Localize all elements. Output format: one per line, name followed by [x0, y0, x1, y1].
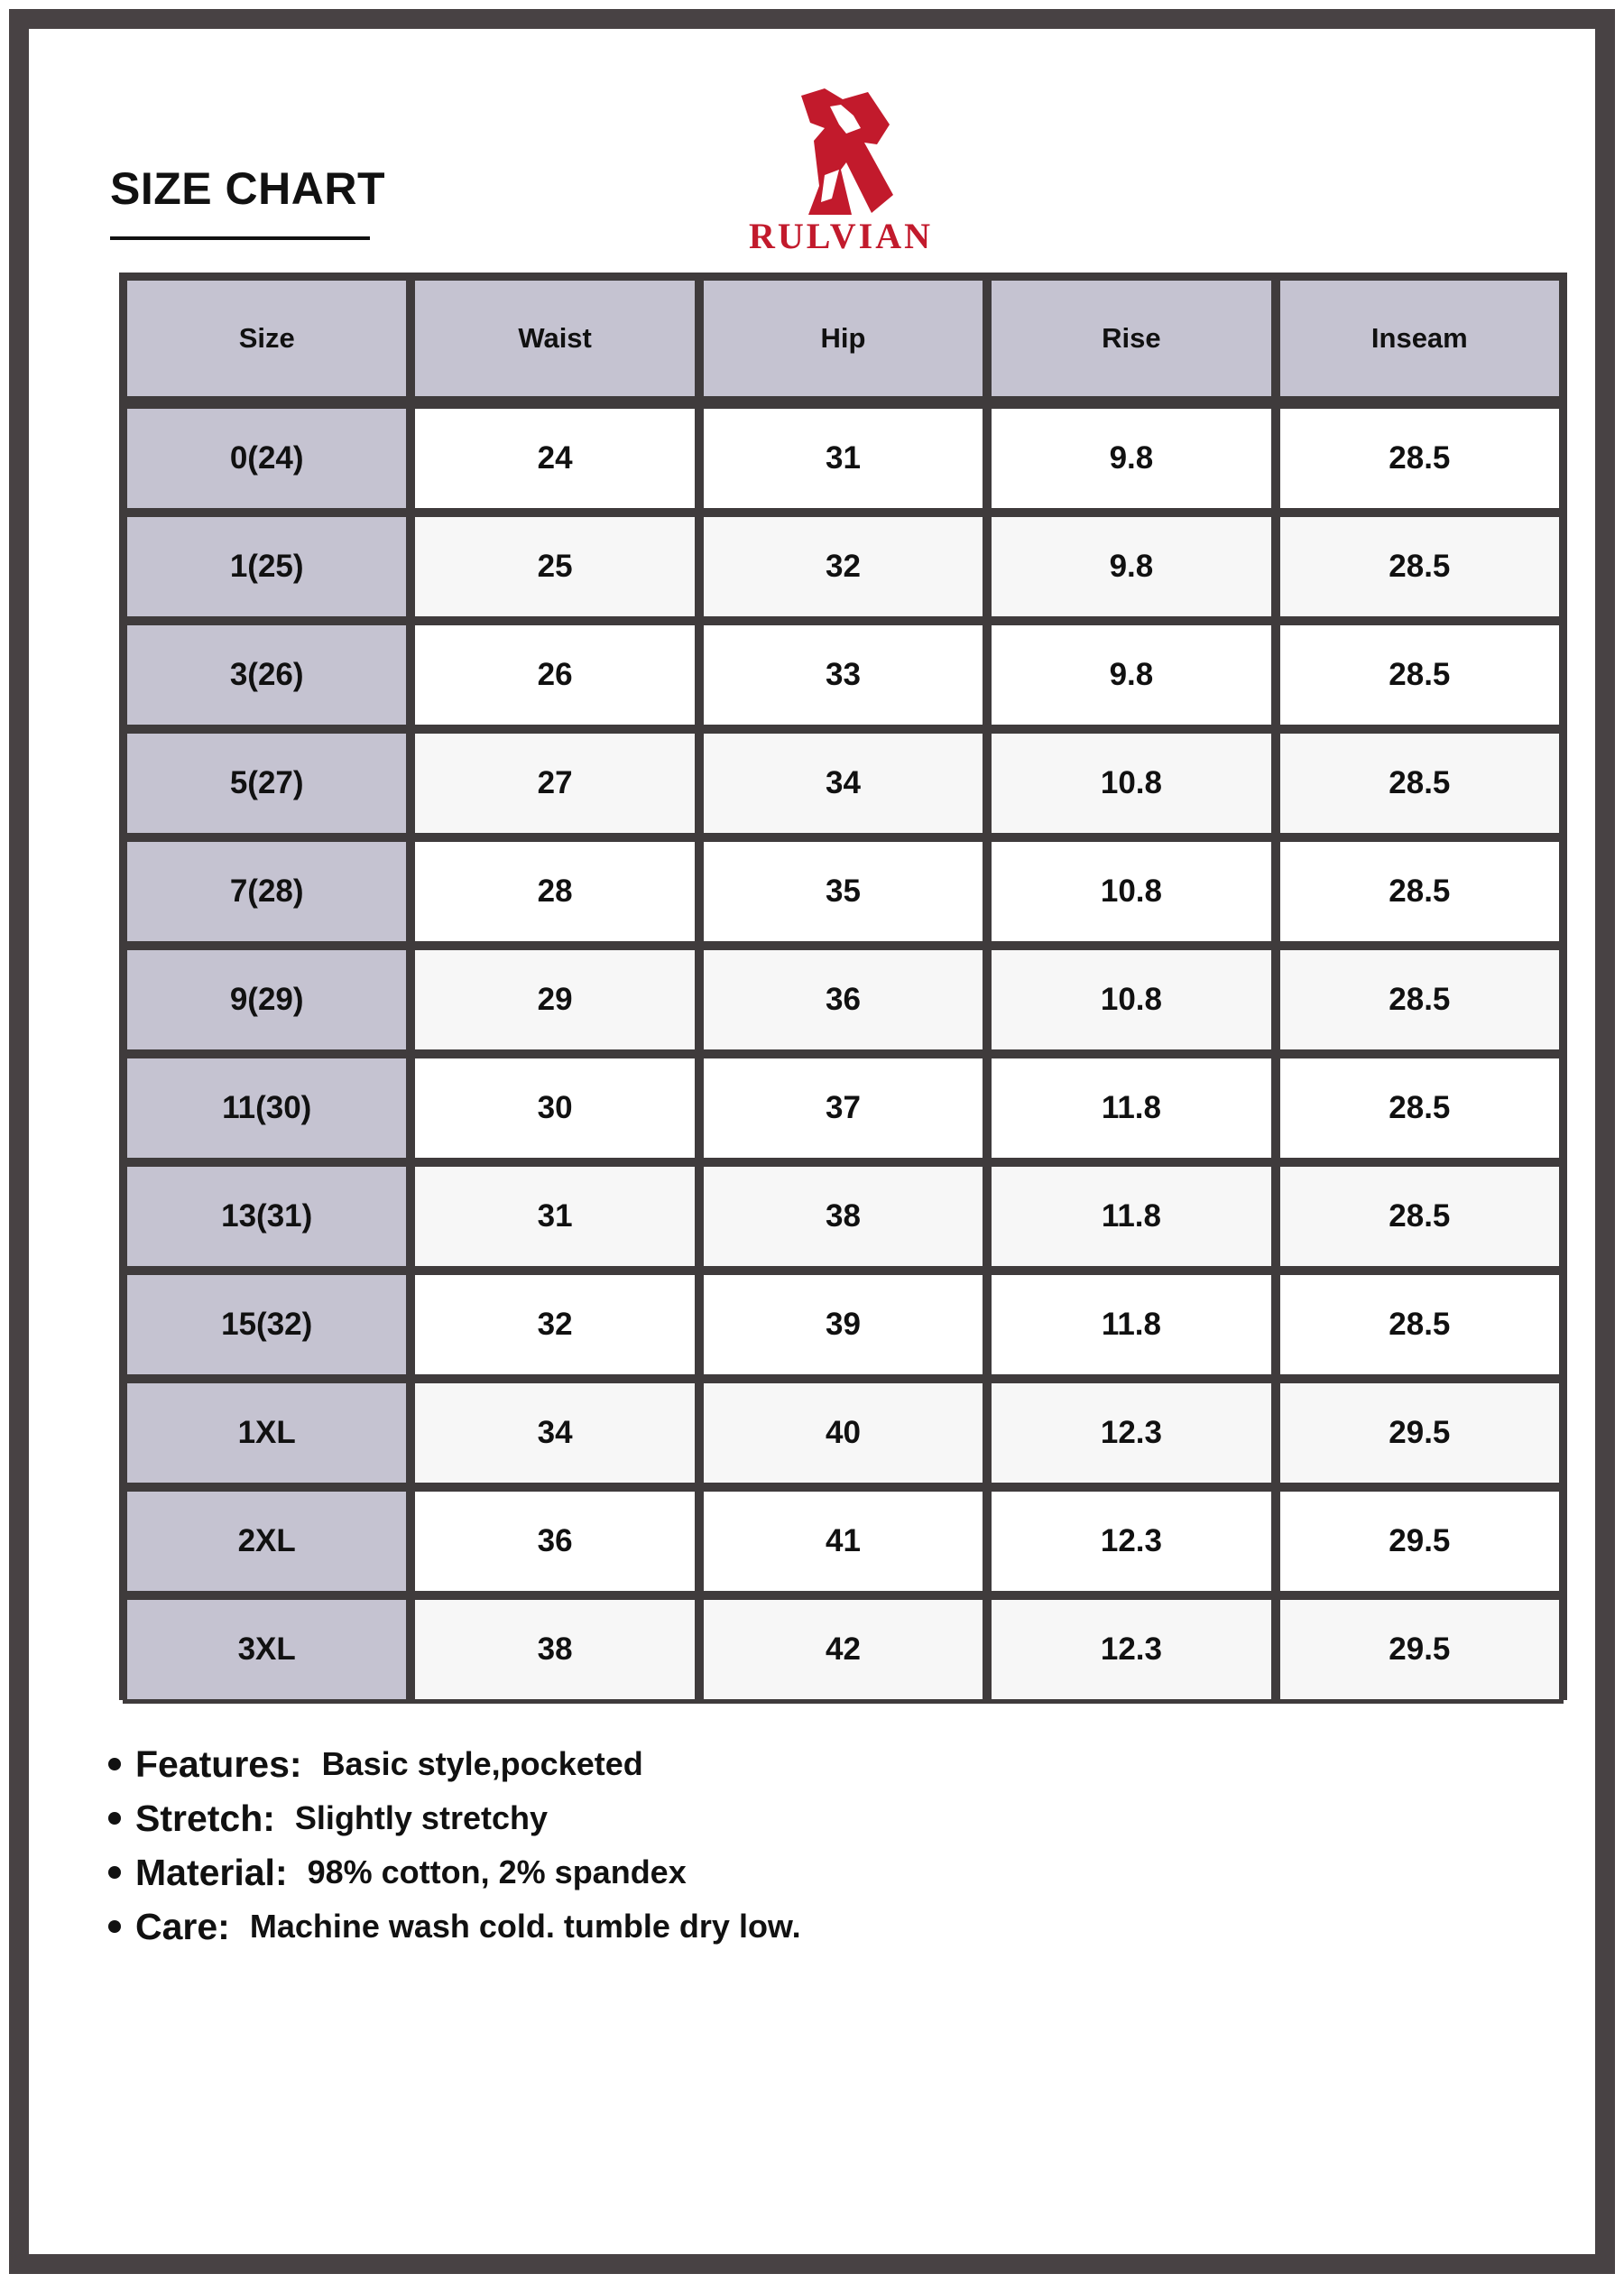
cell-inseam: 28.5 [1276, 1271, 1564, 1379]
column-header-rise: Rise [987, 276, 1275, 401]
rulvian-r-logo-icon [789, 88, 893, 215]
spec-value: Basic style,pocketed [321, 1745, 643, 1782]
cell-hip: 36 [699, 946, 987, 1054]
cell-inseam: 28.5 [1276, 837, 1564, 946]
table-row [123, 404, 1564, 513]
cell-hip: 37 [699, 1054, 987, 1162]
table-row [123, 1595, 1564, 1704]
table-row [123, 1487, 1564, 1595]
cell-waist: 34 [411, 1379, 698, 1487]
table-row [123, 621, 1564, 729]
cell-inseam: 28.5 [1276, 1162, 1564, 1271]
cell-size: 0(24) [123, 404, 411, 513]
cell-size: 1XL [123, 1379, 411, 1487]
spec-label: Stretch: [135, 1797, 275, 1839]
spec-item [108, 1791, 1462, 1845]
column-header-size: Size [123, 276, 411, 401]
cell-waist: 29 [411, 946, 698, 1054]
cell-hip: 38 [699, 1162, 987, 1271]
column-header-waist: Waist [411, 276, 698, 401]
cell-rise: 12.3 [987, 1487, 1275, 1595]
column-header-hip: Hip [699, 276, 987, 401]
cell-waist: 31 [411, 1162, 698, 1271]
cell-rise: 10.8 [987, 729, 1275, 837]
cell-waist: 25 [411, 513, 698, 621]
cell-waist: 27 [411, 729, 698, 837]
cell-rise: 9.8 [987, 513, 1275, 621]
cell-rise: 11.8 [987, 1162, 1275, 1271]
cell-rise: 11.8 [987, 1271, 1275, 1379]
spec-label: Features: [135, 1742, 302, 1785]
size-table [119, 273, 1567, 1700]
spec-item [108, 1845, 1462, 1899]
cell-hip: 39 [699, 1271, 987, 1379]
cell-waist: 28 [411, 837, 698, 946]
cell-waist: 38 [411, 1595, 698, 1704]
table-row [123, 513, 1564, 621]
cell-hip: 32 [699, 513, 987, 621]
table-row [123, 1054, 1564, 1162]
page-title: SIZE CHART [110, 163, 385, 214]
cell-size: 5(27) [123, 729, 411, 837]
product-specs-list [108, 1737, 1462, 1954]
cell-inseam: 28.5 [1276, 946, 1564, 1054]
spec-label: Material: [135, 1851, 288, 1893]
cell-inseam: 28.5 [1276, 513, 1564, 621]
cell-size: 1(25) [123, 513, 411, 621]
cell-inseam: 29.5 [1276, 1487, 1564, 1595]
table-row [123, 1271, 1564, 1379]
cell-inseam: 28.5 [1276, 621, 1564, 729]
cell-hip: 35 [699, 837, 987, 946]
table-row [123, 1379, 1564, 1487]
cell-size: 11(30) [123, 1054, 411, 1162]
cell-inseam: 28.5 [1276, 729, 1564, 837]
brand-logo [736, 88, 946, 256]
cell-size: 15(32) [123, 1271, 411, 1379]
cell-rise: 12.3 [987, 1379, 1275, 1487]
cell-rise: 11.8 [987, 1054, 1275, 1162]
cell-size: 9(29) [123, 946, 411, 1054]
brand-name: RULVIAN [748, 216, 933, 256]
spec-item [108, 1737, 1462, 1791]
cell-hip: 34 [699, 729, 987, 837]
bullet-icon [108, 1866, 121, 1879]
cell-hip: 42 [699, 1595, 987, 1704]
table-row [123, 837, 1564, 946]
cell-rise: 10.8 [987, 946, 1275, 1054]
spec-value: Machine wash cold. tumble dry low. [249, 1908, 801, 1945]
cell-waist: 30 [411, 1054, 698, 1162]
cell-rise: 12.3 [987, 1595, 1275, 1704]
cell-size: 2XL [123, 1487, 411, 1595]
cell-inseam: 28.5 [1276, 404, 1564, 513]
cell-rise: 10.8 [987, 837, 1275, 946]
table-row [123, 946, 1564, 1054]
cell-waist: 36 [411, 1487, 698, 1595]
cell-inseam: 29.5 [1276, 1379, 1564, 1487]
cell-hip: 41 [699, 1487, 987, 1595]
spec-value: Slightly stretchy [294, 1799, 548, 1836]
cell-hip: 33 [699, 621, 987, 729]
bullet-icon [108, 1812, 121, 1825]
spec-label: Care: [135, 1905, 230, 1947]
cell-hip: 40 [699, 1379, 987, 1487]
cell-inseam: 29.5 [1276, 1595, 1564, 1704]
cell-size: 3(26) [123, 621, 411, 729]
cell-waist: 26 [411, 621, 698, 729]
cell-waist: 24 [411, 404, 698, 513]
cell-hip: 31 [699, 404, 987, 513]
cell-inseam: 28.5 [1276, 1054, 1564, 1162]
bullet-icon [108, 1920, 121, 1933]
spec-item [108, 1899, 1462, 1954]
cell-waist: 32 [411, 1271, 698, 1379]
cell-rise: 9.8 [987, 404, 1275, 513]
cell-rise: 9.8 [987, 621, 1275, 729]
cell-size: 13(31) [123, 1162, 411, 1271]
column-header-inseam: Inseam [1276, 276, 1564, 401]
table-header-row [123, 276, 1564, 401]
cell-size: 3XL [123, 1595, 411, 1704]
table-row [123, 1162, 1564, 1271]
table-row [123, 729, 1564, 837]
table-body [123, 404, 1564, 1704]
bullet-icon [108, 1758, 121, 1770]
spec-value: 98% cotton, 2% spandex [307, 1853, 687, 1890]
size-chart-page [9, 9, 1615, 2274]
cell-size: 7(28) [123, 837, 411, 946]
title-underline [110, 236, 370, 240]
